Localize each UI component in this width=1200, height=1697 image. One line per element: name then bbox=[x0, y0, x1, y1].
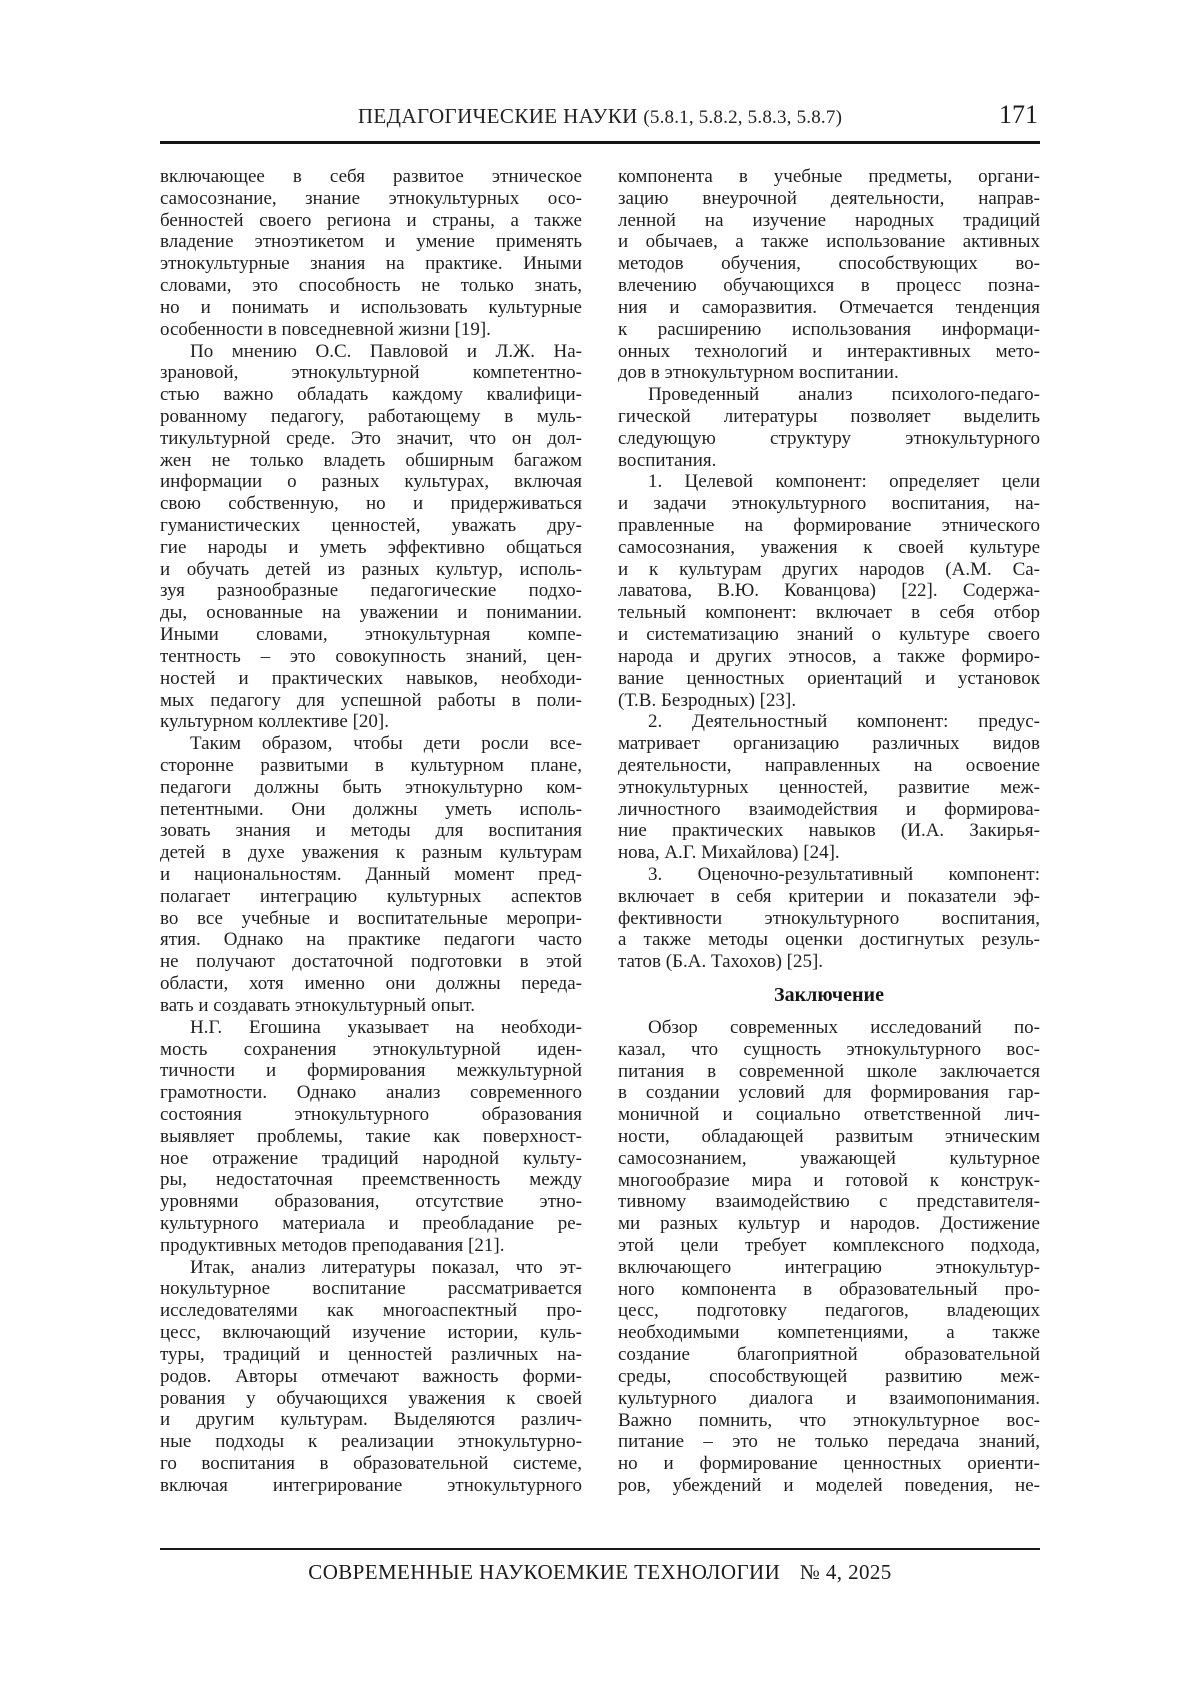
text-line: (Т.В. Безродных) [23]. bbox=[618, 689, 797, 711]
text-line: ное отражение традиций народной культу- bbox=[160, 1147, 582, 1169]
text-line: к расширению использования информаци- bbox=[618, 318, 1040, 340]
text-line: культурного диалога и взаимопонимания. bbox=[618, 1387, 1040, 1409]
text-line: гической литературы позволяет выделить bbox=[618, 405, 1040, 427]
text-line: фективности этнокультурного воспитания, bbox=[618, 907, 1040, 929]
text-line: ного компонента в образовательный про- bbox=[618, 1278, 1040, 1300]
text-line: и задачи этнокультурного воспитания, на- bbox=[618, 493, 1040, 515]
text-line: продуктивных методов преподавания [21]. bbox=[160, 1234, 505, 1256]
text-line: народа и других этносов, а также формиро- bbox=[618, 645, 1040, 667]
text-line: и национальностям. Данный момент пред- bbox=[160, 864, 582, 885]
text-line: сторонне развитыми в культурном плане, bbox=[160, 754, 582, 776]
running-head bbox=[160, 100, 1040, 134]
text-line: и обычаев, а также использование активных bbox=[618, 231, 1040, 253]
section-heading: Заключение bbox=[774, 984, 884, 1007]
text-line: и обучать детей из разных культур, исполь- bbox=[160, 558, 582, 580]
text-line: создание благоприятной образовательной bbox=[618, 1344, 1040, 1366]
text-line: ров, убеждений и моделей поведения, не- bbox=[618, 1474, 1040, 1496]
paragraph bbox=[618, 166, 1040, 384]
paragraph bbox=[618, 471, 1040, 711]
text-line: гуманистических ценностей, уважать дру- bbox=[160, 515, 582, 536]
text-line: влечению обучающихся в процесс позна- bbox=[618, 275, 1040, 297]
text-line: ные подходы к реализации этнокультурно- bbox=[160, 1431, 582, 1453]
text-line: полагает интеграцию культурных аспектов bbox=[160, 885, 582, 907]
text-line: включая интегрирование этнокультурного bbox=[160, 1474, 582, 1496]
text-line: зрановой, этнокультурной компетентно- bbox=[160, 362, 582, 384]
paragraph bbox=[160, 1017, 582, 1257]
text-line: этнокультурных ценностей, развитие меж- bbox=[618, 776, 1040, 798]
running-head-title bbox=[160, 104, 1040, 129]
text-line: мость сохранения этнокультурной иден- bbox=[160, 1038, 582, 1060]
text-line: ностей и практических навыков, необходи- bbox=[160, 667, 582, 689]
paragraph bbox=[160, 733, 582, 1017]
text-line: но и формирование ценностных ориенти- bbox=[618, 1453, 1040, 1475]
text-line: этой цели требует комплексного подхода, bbox=[618, 1235, 1040, 1256]
text-line: уровнями образования, отсутствие этно- bbox=[160, 1191, 582, 1213]
text-line: тивному взаимодействию с представителя- bbox=[618, 1191, 1040, 1213]
text-line: ды, основанные на уважении и понимании. bbox=[160, 602, 582, 624]
text-line: 3. Оценочно-результативный компонент: bbox=[648, 864, 1040, 885]
text-line: вать и создавать этнокультурный опыт. bbox=[160, 994, 476, 1016]
paragraph bbox=[618, 711, 1040, 864]
paragraph bbox=[618, 864, 1040, 973]
text-line: этнокультурные знания на практике. Иными bbox=[160, 253, 582, 275]
text-line: среды, способствующей развитию меж- bbox=[618, 1365, 1040, 1387]
text-line: следующую структуру этнокультурного bbox=[618, 427, 1040, 449]
text-line: грамотности. Однако анализ современного bbox=[160, 1082, 582, 1104]
journal-issue: № 4, 2025 bbox=[799, 1560, 892, 1584]
header-rule bbox=[160, 141, 1040, 144]
text-line: воспитания. bbox=[618, 449, 717, 471]
text-line: рования у обучающихся уважения к своей bbox=[160, 1387, 582, 1409]
text-line: ры, недостаточная преемственность между bbox=[160, 1169, 582, 1191]
text-line: стью важно обладать каждому квалифици- bbox=[160, 384, 582, 406]
text-line: ности, обладающей развитым этническим bbox=[618, 1125, 1040, 1147]
text-line: тичности и формирования межкультурной bbox=[160, 1060, 582, 1082]
text-line: во все учебные и воспитательные меропри- bbox=[160, 907, 582, 929]
text-line: матривает организацию различных видов bbox=[618, 733, 1040, 755]
text-line: нова, А.Г. Михайлова) [24]. bbox=[618, 842, 840, 864]
text-line: и к культурам других народов (А.М. Са- bbox=[618, 558, 1040, 580]
text-line: нокультурное воспитание рассматривается bbox=[160, 1278, 582, 1300]
text-line: татов (Б.А. Тахохов) [25]. bbox=[618, 951, 824, 973]
text-line: жен не только владеть обширным багажом bbox=[160, 449, 582, 471]
text-line: Проведенный анализ психолого-педаго- bbox=[648, 384, 1040, 406]
text-line: зовать знания и методы для воспитания bbox=[160, 820, 582, 842]
text-line: в создании условий для формирования гар- bbox=[618, 1082, 1040, 1104]
text-line: культурном коллективе [20]. bbox=[160, 711, 389, 733]
text-line: петентными. Они должны уметь исполь- bbox=[160, 798, 582, 820]
text-line: самосознание, знание этнокультурных осо- bbox=[160, 187, 582, 209]
text-line: педагоги должны быть этнокультурно ком- bbox=[160, 776, 582, 798]
page-number: 171 bbox=[999, 100, 1038, 129]
text-line: Иными словами, этнокультурная компе- bbox=[160, 624, 582, 646]
text-line: питания в современной школе заключается bbox=[618, 1060, 1040, 1082]
text-line: и другим культурам. Выделяются различ- bbox=[160, 1409, 582, 1431]
text-line: гие народы и уметь эффективно общаться bbox=[160, 536, 582, 558]
text-line: дов в этнокультурном воспитании. bbox=[618, 362, 899, 384]
text-line: цесс, включающий изучение истории, куль- bbox=[160, 1322, 582, 1344]
text-line: цесс, подготовку педагогов, владеющих bbox=[618, 1300, 1040, 1322]
text-line: тентность – это совокупность знаний, цен- bbox=[160, 645, 582, 667]
text-line: и систематизацию знаний о культуре своего bbox=[618, 624, 1040, 646]
text-line: туры, традиций и ценностей различных на- bbox=[160, 1343, 582, 1365]
footer-rule bbox=[160, 1548, 1040, 1550]
text-line: тикультурной среде. Это значит, что он дол- bbox=[160, 427, 582, 449]
text-line: не получают достаточной подготовки в этой bbox=[160, 951, 582, 973]
text-line: бенностей своего региона и страны, а также bbox=[160, 209, 582, 231]
text-line: личностного взаимодействия и формирова- bbox=[618, 798, 1040, 820]
text-line: правленные на формирование этнического bbox=[618, 515, 1040, 536]
text-line: тельный компонент: включает в себя отбор bbox=[618, 602, 1040, 624]
text-line: родов. Авторы отмечают важность форми- bbox=[160, 1365, 582, 1387]
text-line: информации о разных культурах, включая bbox=[160, 471, 582, 493]
text-line: Обзор современных исследований по- bbox=[648, 1016, 1040, 1038]
column-right bbox=[618, 166, 1040, 1497]
text-line: деятельности, направленных на освоение bbox=[618, 754, 1040, 776]
text-line: ния и саморазвития. Отмечается тенденция bbox=[618, 296, 1040, 318]
text-line: По мнению О.С. Павловой и Л.Ж. На- bbox=[190, 340, 582, 362]
text-line: выявляет проблемы, такие как поверхност- bbox=[160, 1125, 582, 1147]
text-line: состояния этнокультурного образования bbox=[160, 1103, 582, 1125]
text-line: методов обучения, способствующих во- bbox=[618, 253, 1040, 275]
footer bbox=[160, 1560, 1040, 1585]
text-line: словами, это способность не только знать, bbox=[160, 275, 582, 297]
text-line: Н.Г. Егошина указывает на необходи- bbox=[190, 1016, 582, 1038]
text-line: моничной и социально ответственной лич- bbox=[618, 1104, 1040, 1126]
text-line: особенности в повседневной жизни [19]. bbox=[160, 318, 491, 340]
text-line: казал, что сущность этнокультурного вос- bbox=[618, 1038, 1040, 1060]
paragraph bbox=[160, 341, 582, 734]
text-line: го воспитания в образовательной системе, bbox=[160, 1452, 582, 1474]
text-line: лаватова, В.Ю. Кованцова) [22]. Содержа- bbox=[618, 580, 1040, 602]
text-line: Итак, анализ литературы показал, что эт- bbox=[190, 1256, 582, 1278]
text-line: зуя разнообразные педагогические подхо- bbox=[160, 580, 582, 602]
text-line: исследователями как многоаспектный про- bbox=[160, 1300, 582, 1322]
paragraph bbox=[618, 384, 1040, 471]
text-line: многообразие мира и готовой к конструк- bbox=[618, 1169, 1040, 1191]
text-line: Таким образом, чтобы дети росли все- bbox=[190, 733, 582, 755]
text-line: необходимыми компетенциями, а также bbox=[618, 1322, 1040, 1344]
text-line: 1. Целевой компонент: определяет цели bbox=[648, 471, 1040, 493]
text-line: ние практических навыков (И.А. Закирья- bbox=[618, 820, 1040, 842]
text-line: 2. Деятельностный компонент: предус- bbox=[648, 711, 1040, 733]
text-line: мых педагогу для успешной работы в поли- bbox=[160, 689, 582, 711]
text-line: самосознанием, уважающей культурное bbox=[618, 1147, 1040, 1169]
text-line: ятия. Однако на практике педагоги часто bbox=[160, 929, 582, 951]
text-line: зацию внеурочной деятельности, направ- bbox=[618, 187, 1040, 209]
text-line: свою собственную, но и придерживаться bbox=[160, 493, 582, 515]
text-line: включающее в себя развитое этническое bbox=[160, 166, 582, 187]
text-line: а также методы оценки достигнутых резуль- bbox=[618, 929, 1040, 951]
text-line: Важно помнить, что этнокультурное вос- bbox=[618, 1409, 1040, 1431]
text-line: детей в духе уважения к разным культурам bbox=[160, 842, 582, 864]
page-body bbox=[160, 166, 1040, 1497]
text-line: ми разных культур и народов. Достижение bbox=[618, 1213, 1040, 1235]
journal-title: СОВРЕМЕННЫЕ НАУКОЕМКИЕ ТЕХНОЛОГИИ bbox=[308, 1560, 781, 1584]
text-line: вание ценностных ориентаций и установок bbox=[618, 667, 1040, 689]
text-line: самосознания, уважения к своей культуре bbox=[618, 536, 1040, 558]
paragraph bbox=[160, 1257, 582, 1497]
text-line: владение этноэтикетом и умение применять bbox=[160, 231, 582, 253]
text-line: ленной на изучение народных традиций bbox=[618, 209, 1040, 231]
text-line: питание – это не только передача знаний, bbox=[618, 1431, 1040, 1453]
text-line: компонента в учебные предметы, органи- bbox=[618, 166, 1040, 187]
paragraph bbox=[618, 1017, 1040, 1497]
section-title: ПЕДАГОГИЧЕСКИЕ НАУКИ bbox=[357, 104, 638, 128]
text-line: но и понимать и использовать культурные bbox=[160, 296, 582, 318]
paragraph bbox=[160, 166, 582, 341]
column-left bbox=[160, 166, 582, 1497]
text-line: культурного материала и преобладание ре- bbox=[160, 1213, 582, 1234]
section-codes: (5.8.1, 5.8.2, 5.8.3, 5.8.7) bbox=[643, 107, 843, 128]
text-line: включает в себя критерии и показатели эф- bbox=[618, 885, 1040, 907]
text-line: включающего интеграцию этнокультур- bbox=[618, 1256, 1040, 1278]
text-line: рованному педагогу, работающему в муль- bbox=[160, 405, 582, 427]
text-line: онных технологий и интерактивных мето- bbox=[618, 340, 1040, 362]
text-line: области, хотя именно они должны переда- bbox=[160, 973, 582, 995]
